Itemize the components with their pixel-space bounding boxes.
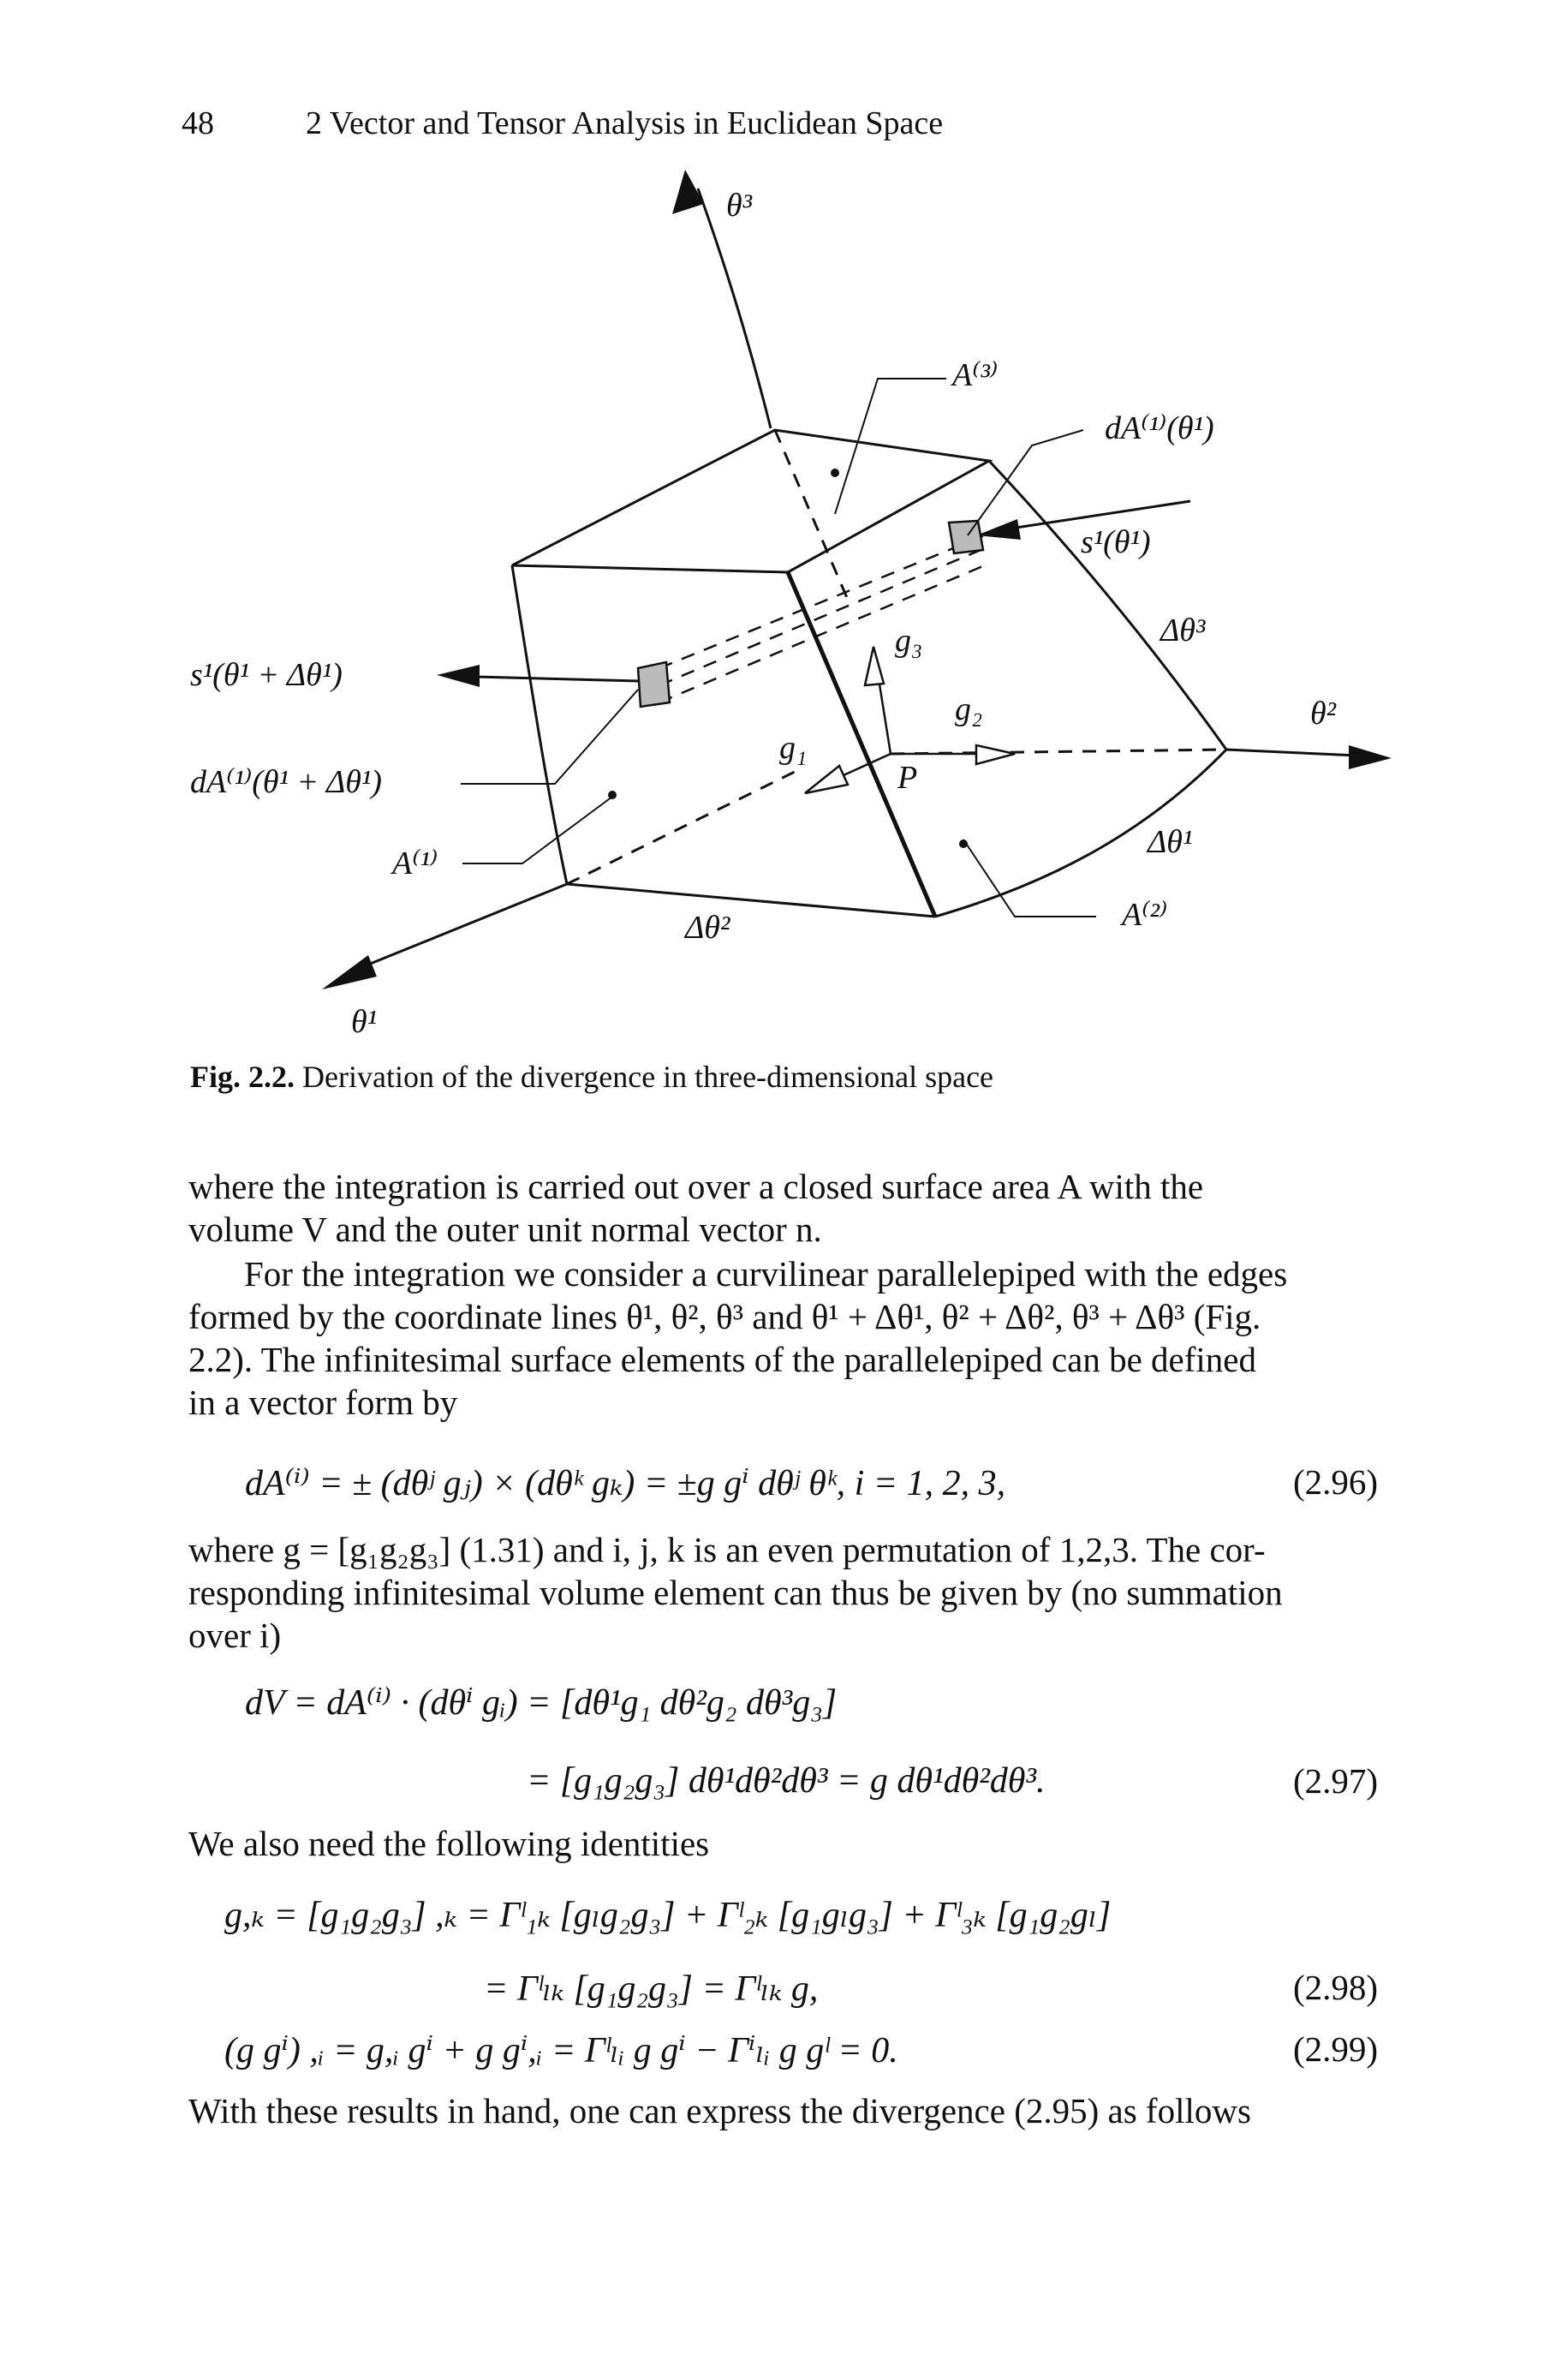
label-P: P [897,760,918,796]
equation-2-97-line-1: dV = dA⁽ⁱ⁾ · (dθⁱ gᵢ) = [dθ¹g₁ dθ²g₂ dθ³g₃] [245,1683,838,1723]
caption-label: Fig. 2.2. [190,1060,295,1094]
equation-2-98-line-2: = Γˡₗₖ [g₁g₂g₃] = Γˡₗₖ g, [484,1969,819,2009]
paragraph-2-line: in a vector form by [188,1383,458,1422]
label-dA1-theta1-plus: dA⁽¹⁾(θ¹ + Δθ¹) [190,764,382,800]
label-theta2: θ² [1310,696,1337,732]
paragraph-1-line: volume V and the outer unit normal vector n. [188,1210,822,1249]
theta1-axis [360,884,567,968]
point-A3 [831,469,839,477]
theta2-arrowhead [1349,745,1392,769]
label-s1-theta1-plus: s¹(θ¹ + Δθ¹) [190,657,343,693]
page-number: 48 [182,105,214,141]
paragraph-1 [188,1165,1396,1251]
label-theta1: θ¹ [351,1004,378,1040]
bottom-front-edge [567,884,935,917]
equation-2-96-number: (2.96) [1293,1462,1379,1502]
label-dtheta3: Δθ³ [1160,612,1206,648]
theta3-axis [698,188,771,428]
caption-text: Derivation of the divergence in three-dimensional space [302,1060,994,1094]
surface-element-left [638,662,670,707]
equation-2-99: (g gⁱ) ,ᵢ = g,ᵢ gⁱ + g gⁱ,ᵢ = Γˡₗᵢ g gⁱ − Γⁱₗᵢ g gˡ = 0. [224,2031,898,2070]
equation-2-98-line-1: g,ₖ = [g₁g₂g₃] ,ₖ = Γˡ₁ₖ [gₗg₂g₃] + Γˡ₂ₖ [g₁gₗg₃] + Γˡ₃ₖ [g₁g₂gₗ] [224,1896,1112,1935]
label-A2: A⁽²⁾ [1122,897,1168,933]
leader-dA1-plus [461,690,638,784]
figure-caption [190,1059,993,1095]
label-g1: g₁ [779,730,808,766]
paragraph-4: We also need the following identities [188,1824,710,1863]
equation-2-98-number: (2.98) [1293,1968,1379,2007]
paragraph-2 [188,1252,1396,1424]
label-g2: g₂ [955,691,983,727]
paragraph-3-line: where g = [g₁g₂g₃] (1.31) and i, j, k is an even permutation of 1,2,3. The cor- [188,1530,1266,1569]
leader-A1 [462,797,612,863]
paragraph-2-line: 2.2). The infinitesimal surface elements of the parallelepiped can be defined [188,1340,1256,1379]
label-A1: A⁽¹⁾ [392,845,438,881]
label-theta3: θ³ [726,188,753,224]
paragraph-2-line: formed by the coordinate lines θ¹, θ², θ³ and θ¹ + Δθ¹, θ² + Δθ², θ³ + Δθ³ (Fig. [188,1297,1261,1336]
paragraph-2-line: For the integration we consider a curvilinear parallelepiped with the edges [244,1254,1288,1294]
equation-2-97-line-2: = [g₁g₂g₃] dθ¹dθ²dθ³ = g dθ¹dθ²dθ³. [527,1761,1046,1801]
label-dtheta2: Δθ² [685,910,730,946]
label-dA1-theta1: dA⁽¹⁾(θ¹) [1105,410,1214,446]
theta2-axis [1226,750,1357,756]
right-top-edge [989,461,1226,750]
paragraph-3-line: over i) [188,1616,282,1655]
top-face [512,430,989,572]
point-A2 [959,839,968,848]
hidden-edge-bottom [567,771,796,884]
point-A1 [608,791,617,799]
leader-A2 [963,839,1096,917]
surface-element-right [949,521,983,553]
s1-theta1-plus-arrow [475,677,638,681]
paragraph-3-line: responding infinitesimal volume element can thus be given by (no summation [188,1573,1283,1612]
equation-2-96: dA⁽ⁱ⁾ = ± (dθʲ gⱼ) × (dθᵏ gₖ) = ±g gⁱ dθʲ θᵏ, i = 1, 2, 3, [245,1464,1006,1503]
equation-2-97-number: (2.97) [1293,1761,1379,1801]
label-s1-theta1: s¹(θ¹) [1081,524,1151,560]
running-title: 2 Vector and Tensor Analysis in Euclidean Space [306,105,944,141]
label-g3: g₃ [895,623,923,659]
figure-parallelepiped [0,154,1568,1208]
paragraph-1-line: where the integration is carried out over a closed surface area A with the [188,1167,1204,1206]
theta1-arrowhead [322,955,377,989]
equation-2-99-number: (2.99) [1293,2029,1379,2069]
hidden-edge-vertical [775,430,848,600]
label-A3: A⁽³⁾ [952,357,999,393]
paragraph-3 [188,1528,1396,1657]
paragraph-5: With these results in hand, one can express the divergence (2.95) as follows [188,2091,1251,2130]
label-dtheta1: Δθ¹ [1148,824,1193,860]
